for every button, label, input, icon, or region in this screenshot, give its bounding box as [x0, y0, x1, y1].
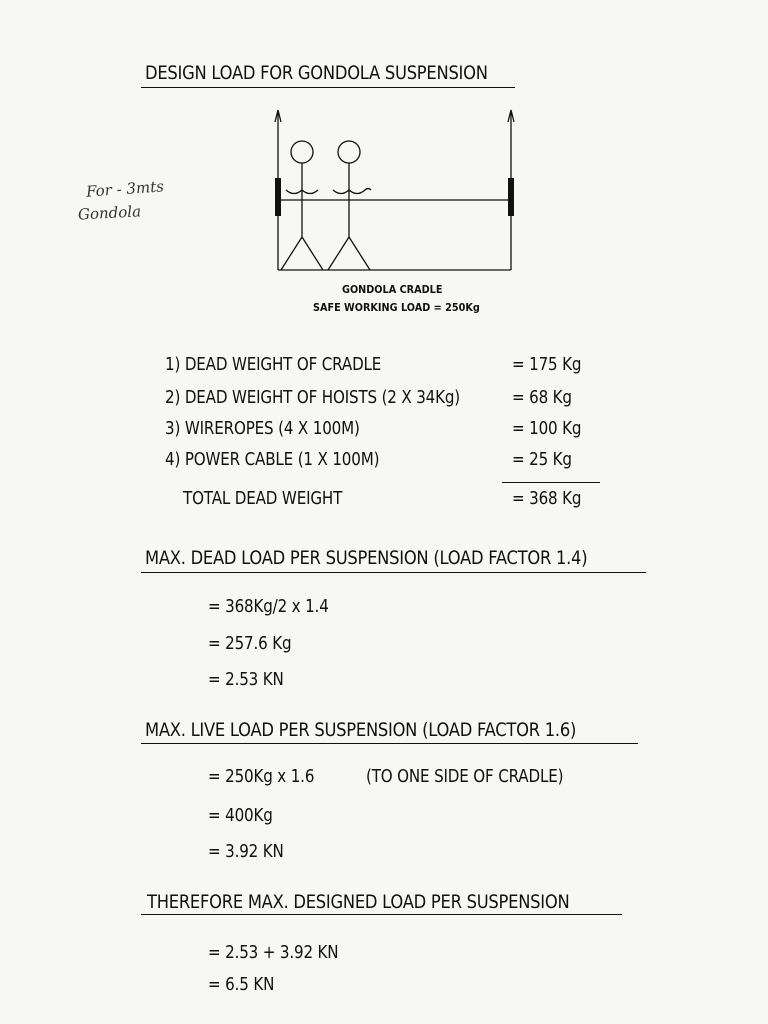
total-dead-weight-label: TOTAL DEAD WEIGHT	[183, 488, 343, 509]
handwritten-note-line1: For - 3mts	[85, 177, 165, 201]
dead-weight-label-3: 3) WIREROPES (4 X 100M)	[165, 418, 360, 439]
dead-weight-value-1: = 175 Kg	[512, 354, 582, 375]
dead-weight-label-2: 2) DEAD WEIGHT OF HOISTS (2 X 34Kg)	[165, 387, 461, 408]
dead-load-line-3: = 2.53 KN	[208, 669, 284, 690]
live-load-line-3: = 3.92 KN	[208, 841, 284, 862]
dead-weight-value-2: = 68 Kg	[512, 387, 572, 408]
left-hoist	[275, 178, 281, 216]
diagram-label-swl: SAFE WORKING LOAD = 250Kg	[313, 301, 480, 314]
dead-load-line-1: = 368Kg/2 x 1.4	[208, 596, 329, 617]
live-load-line-1: = 250Kg x 1.6	[208, 766, 315, 787]
live-load-heading: MAX. LIVE LOAD PER SUSPENSION (LOAD FACTOR 1.6)	[145, 719, 577, 741]
stick-figure-2	[328, 141, 371, 270]
diagram-label-cradle: GONDOLA CRADLE	[342, 283, 443, 296]
total-dead-weight-value: = 368 Kg	[512, 488, 582, 509]
page-title: DESIGN LOAD FOR GONDOLA SUSPENSION	[145, 62, 488, 84]
dead-weight-label-4: 4) POWER CABLE (1 X 100M)	[165, 449, 380, 470]
handwritten-note-line2: Gondola	[77, 202, 142, 224]
design-load-underline	[141, 914, 622, 915]
live-load-underline	[141, 743, 638, 744]
stick-figure-1	[281, 141, 323, 270]
right-hoist	[508, 178, 514, 216]
dead-weight-value-4: = 25 Kg	[512, 449, 572, 470]
dead-load-line-2: = 257.6 Kg	[208, 633, 292, 654]
dead-weight-value-3: = 100 Kg	[512, 418, 582, 439]
live-load-note: (TO ONE SIDE OF CRADLE)	[366, 766, 564, 787]
live-load-line-2: = 400Kg	[208, 805, 273, 826]
dead-load-underline	[141, 572, 646, 573]
dead-weight-label-1: 1) DEAD WEIGHT OF CRADLE	[165, 354, 382, 375]
design-load-heading: THEREFORE MAX. DESIGNED LOAD PER SUSPENSION	[147, 891, 570, 913]
design-load-line-2: = 6.5 KN	[208, 974, 275, 995]
dead-load-heading: MAX. DEAD LOAD PER SUSPENSION (LOAD FACTOR 1.4)	[145, 547, 588, 569]
total-sum-line	[502, 482, 600, 483]
design-load-line-1: = 2.53 + 3.92 KN	[208, 942, 339, 963]
